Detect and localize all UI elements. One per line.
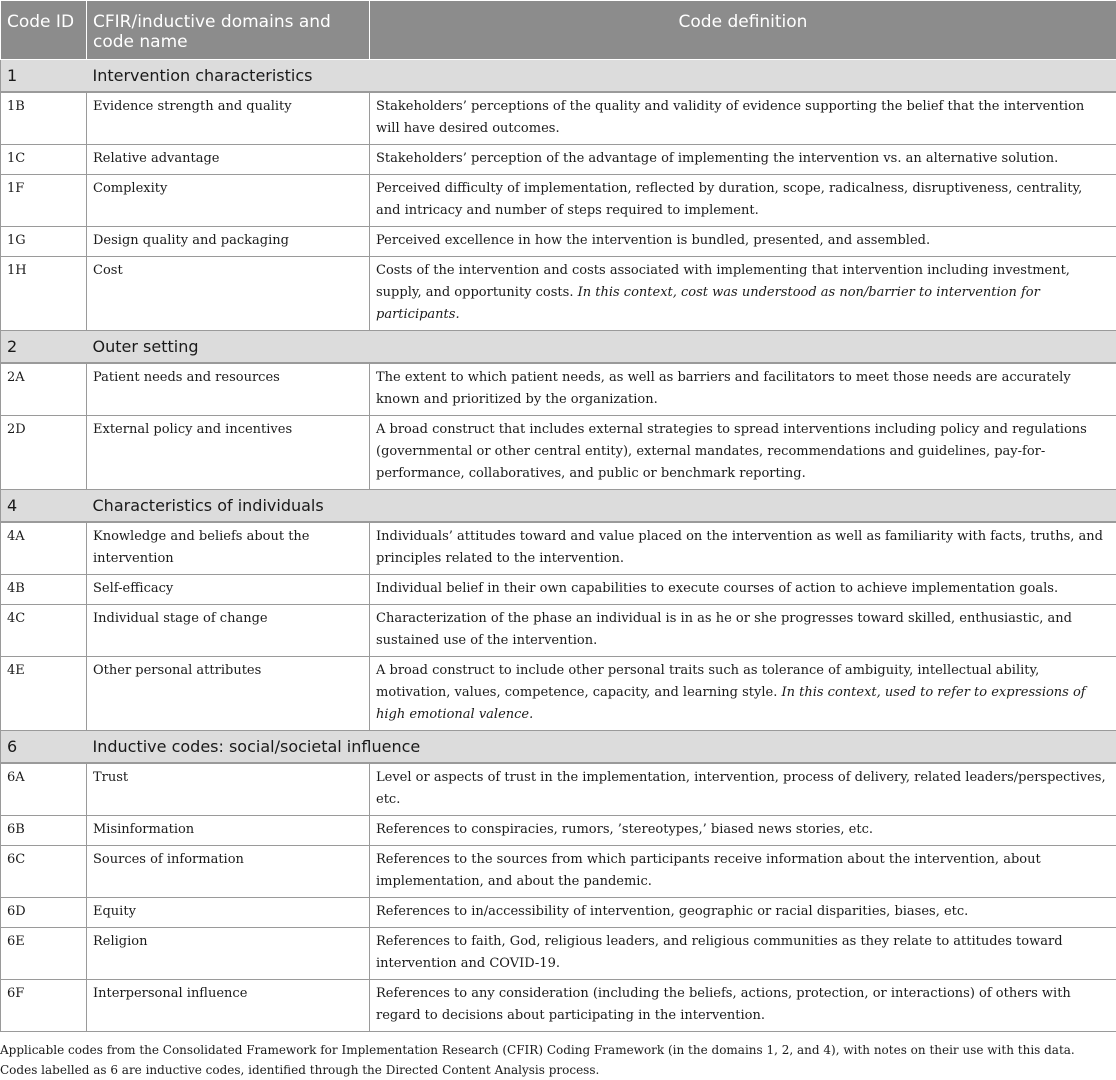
code-id: 1H	[1, 257, 87, 331]
table-header-row	[1, 1, 1116, 60]
code-name: Misinformation	[87, 816, 370, 846]
domain-row	[1, 60, 1116, 93]
code-name: Knowledge and beliefs about the intervention	[87, 522, 370, 575]
code-id: 6F	[1, 980, 87, 1032]
code-name: Trust	[87, 763, 370, 816]
code-name: Complexity	[87, 175, 370, 227]
code-id: 4C	[1, 605, 87, 657]
domain-row	[1, 490, 1116, 523]
code-definition-cell	[370, 657, 1116, 731]
table-row	[1, 846, 1116, 898]
code-definition: A broad construct that includes external strategies to spread interventions including policy and regulations (governmental or other central entity), external mandates, recommendations and guidelines, pay-for-performance, collaboratives, and public or benchmark reporting.	[376, 422, 1087, 481]
code-definition-cell	[370, 363, 1116, 416]
table-row	[1, 227, 1116, 257]
code-definition: Costs of the intervention and costs associated with implementing that intervention including investment, supply, and opportunity costs.	[376, 263, 1070, 300]
code-definition-cell	[370, 575, 1116, 605]
domain-name: Intervention characteristics	[87, 60, 1116, 93]
domain-row	[1, 331, 1116, 364]
table-row	[1, 92, 1116, 145]
code-definition: References to in/accessibility of intervention, geographic or racial disparities, biases, etc.	[376, 904, 968, 919]
table-row	[1, 257, 1116, 331]
code-definition-cell	[370, 763, 1116, 816]
code-definition-cell	[370, 980, 1116, 1032]
code-name: Self-efficacy	[87, 575, 370, 605]
code-name: Interpersonal influence	[87, 980, 370, 1032]
code-id: 4A	[1, 522, 87, 575]
code-definition: Perceived excellence in how the intervention is bundled, presented, and assembled.	[376, 233, 930, 248]
code-definition-cell	[370, 898, 1116, 928]
code-definition: Characterization of the phase an individual is in as he or she progresses toward skilled, enthusiastic, and sustained use of the intervention.	[376, 611, 1072, 648]
domain-name: Inductive codes: social/societal influence	[87, 731, 1116, 764]
table-row	[1, 657, 1116, 731]
code-definition: A broad construct to include other personal traits such as tolerance of ambiguity, intellectual ability, motivation, values, competence, capacity, and learning style.	[376, 663, 1039, 700]
table-row	[1, 898, 1116, 928]
domain-id: 4	[1, 490, 87, 523]
code-name: Religion	[87, 928, 370, 980]
code-name: Cost	[87, 257, 370, 331]
code-definition-cell	[370, 257, 1116, 331]
code-definition-cell	[370, 145, 1116, 175]
code-name: Evidence strength and quality	[87, 92, 370, 145]
code-id: 2A	[1, 363, 87, 416]
domain-name: Outer setting	[87, 331, 1116, 364]
code-id: 1B	[1, 92, 87, 145]
code-id: 4E	[1, 657, 87, 731]
table-row	[1, 980, 1116, 1032]
code-id: 6E	[1, 928, 87, 980]
code-definition: References to conspiracies, rumors, ’stereotypes,’ biased news stories, etc.	[376, 822, 873, 837]
code-name: Sources of information	[87, 846, 370, 898]
code-definition-cell	[370, 605, 1116, 657]
table-body	[1, 60, 1116, 1032]
table-row	[1, 522, 1116, 575]
table-row	[1, 605, 1116, 657]
code-name: Design quality and packaging	[87, 227, 370, 257]
code-definition: The extent to which patient needs, as well as barriers and facilitators to meet those needs are accurately known and prioritized by the organization.	[376, 370, 1071, 407]
code-definition-cell	[370, 846, 1116, 898]
code-definition: Stakeholders’ perception of the advantage of implementing the intervention vs. an alternative solution.	[376, 151, 1058, 166]
code-id: 2D	[1, 416, 87, 490]
code-id: 1G	[1, 227, 87, 257]
code-definition: References to faith, God, religious leaders, and religious communities as they relate to attitudes toward intervention and COVID-19.	[376, 934, 1063, 971]
code-definition-cell	[370, 92, 1116, 145]
code-name: Equity	[87, 898, 370, 928]
header-code-id: Code ID	[1, 1, 87, 60]
code-definition: Perceived difficulty of implementation, reflected by duration, scope, radicalness, disruptiveness, centrality, and intricacy and number of steps required to implement.	[376, 181, 1082, 218]
domain-name: Characteristics of individuals	[87, 490, 1116, 523]
header-definition: Code definition	[370, 1, 1116, 60]
code-name: Relative advantage	[87, 145, 370, 175]
code-definition-cell	[370, 227, 1116, 257]
table-row	[1, 175, 1116, 227]
code-definition: Stakeholders’ perceptions of the quality and validity of evidence supporting the belief that the intervention will have desired outcomes.	[376, 99, 1084, 136]
code-id: 6C	[1, 846, 87, 898]
code-name: Other personal attributes	[87, 657, 370, 731]
code-id: 4B	[1, 575, 87, 605]
code-definition: References to any consideration (including the beliefs, actions, protection, or interactions) of others with regard to decisions about participating in the intervention.	[376, 986, 1071, 1023]
code-id: 6D	[1, 898, 87, 928]
code-definition: Individuals’ attitudes toward and value placed on the intervention as well as familiarity with facts, truths, and principles related to the intervention.	[376, 529, 1103, 566]
code-name: Individual stage of change	[87, 605, 370, 657]
code-definition-cell	[370, 416, 1116, 490]
code-id: 1F	[1, 175, 87, 227]
code-definition-cell	[370, 928, 1116, 980]
domain-id: 6	[1, 731, 87, 764]
code-definition-cell	[370, 816, 1116, 846]
table-row	[1, 416, 1116, 490]
code-id: 6B	[1, 816, 87, 846]
code-context-note: In this context, cost was understood as non/barrier to intervention for participants.	[376, 285, 1040, 322]
code-id: 6A	[1, 763, 87, 816]
code-name: External policy and incentives	[87, 416, 370, 490]
code-definition: Level or aspects of trust in the implementation, intervention, process of delivery, related leaders/perspectives, etc.	[376, 770, 1106, 807]
table-row	[1, 928, 1116, 980]
domain-id: 1	[1, 60, 87, 93]
code-context-note: In this context, used to refer to expressions of high emotional valence.	[376, 685, 1086, 722]
code-definition-cell	[370, 175, 1116, 227]
domain-row	[1, 731, 1116, 764]
table-row	[1, 145, 1116, 175]
header-domain-name: CFIR/inductive domains and code name	[87, 1, 370, 60]
table-row	[1, 575, 1116, 605]
domain-id: 2	[1, 331, 87, 364]
table-footnote: Applicable codes from the Consolidated Framework for Implementation Research (CFIR) Coding Framework (in the domains 1, 2, and 4), with notes on their use with this data. Codes labelled as 6 are inductive codes, identified through the Directed Content Analysis process.	[0, 1032, 1114, 1080]
code-id: 1C	[1, 145, 87, 175]
code-name: Patient needs and resources	[87, 363, 370, 416]
code-definition: References to the sources from which participants receive information about the intervention, about implementation, and about the pandemic.	[376, 852, 1041, 889]
code-definition-cell	[370, 522, 1116, 575]
table-row	[1, 763, 1116, 816]
table-row	[1, 816, 1116, 846]
table-row	[1, 363, 1116, 416]
code-definition: Individual belief in their own capabilities to execute courses of action to achieve implementation goals.	[376, 581, 1058, 596]
